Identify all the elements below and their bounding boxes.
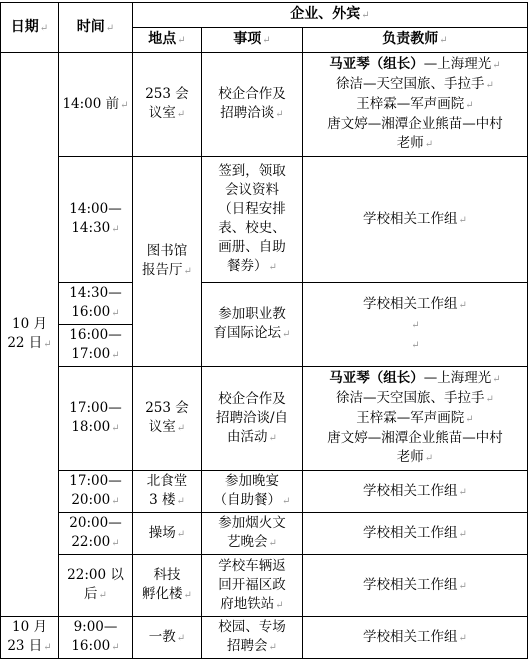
time-cell: 14:00— 14:30↵ <box>59 157 133 283</box>
teacher-cell: 学校相关工作组↵ <box>303 555 528 617</box>
matter-cell: 校企合作及 招聘洽谈/自 由活动↵ <box>202 367 303 471</box>
header-location: 地点↵ <box>133 28 202 53</box>
teacher-cell: 马亚琴（组长）—上海理光↵ 徐洁—天空国旅、手拉手↵ 王梓霖—军声画院↵ 唐文婷—湘潭企业熊苗—中村 老师↵ <box>303 53 528 157</box>
table-row <box>1 471 528 513</box>
table-row <box>1 283 528 325</box>
matter-cell: 学校车辆返 回开福区政 府地铁站↵ <box>202 555 303 617</box>
location-cell: 操场↵ <box>133 513 202 555</box>
header-teacher: 负责教师↵ <box>303 28 528 53</box>
teacher-cell: 学校相关工作组↵ <box>303 513 528 555</box>
schedule-table <box>0 2 528 659</box>
location-cell: 科技 孵化楼↵ <box>133 555 202 617</box>
time-cell: 17:00— 18:00↵ <box>59 367 133 471</box>
table-row <box>1 157 528 283</box>
matter-cell: 签到，领取 会议资料 （日程安排 表、校史、 画册、自助 餐券）↵ <box>202 157 303 283</box>
teacher-cell: 学校相关工作组↵ <box>303 617 528 659</box>
header-group: 企业、外宾↵ <box>133 3 528 28</box>
location-cell: 253 会 议室↵ <box>133 367 202 471</box>
time-cell: 17:00— 20:00↵ <box>59 471 133 513</box>
matter-cell: 校企合作及 招聘洽谈↵ <box>202 53 303 157</box>
date-cell-oct23: 10 月 23 日↵ <box>1 617 59 659</box>
teacher-cell: 学校相关工作组↵ <box>303 157 528 283</box>
time-cell: 14:30— 16:00↵ <box>59 283 133 325</box>
teacher-cell: 马亚琴（组长）—上海理光↵ 徐洁—天空国旅、手拉手↵ 王梓霖—军声画院↵ 唐文婷—湘潭企业熊苗—中村 老师↵ <box>303 367 528 471</box>
time-cell: 9:00— 16:00↵ <box>59 617 133 659</box>
header-time: 时间↵ <box>59 3 133 53</box>
location-cell: 图书馆 报告厅↵ <box>133 157 202 367</box>
time-cell: 14:00 前↵ <box>59 53 133 157</box>
location-cell: 北食堂 3 楼↵ <box>133 471 202 513</box>
matter-cell: 参加职业教 育国际论坛↵ <box>202 283 303 367</box>
matter-cell: 参加晚宴 （自助餐）↵ <box>202 471 303 513</box>
table-row <box>1 555 528 617</box>
teacher-cell: 学校相关工作组↵ <box>303 471 528 513</box>
matter-cell: 校园、专场 招聘会↵ <box>202 617 303 659</box>
header-row-1 <box>1 3 528 28</box>
time-cell: 20:00— 22:00↵ <box>59 513 133 555</box>
table-row <box>1 367 528 471</box>
matter-cell: 参加烟火文 艺晚会↵ <box>202 513 303 555</box>
table-row <box>1 617 528 659</box>
date-cell-oct22: 10 月 22 日↵ <box>1 53 59 617</box>
table-row <box>1 513 528 555</box>
time-cell: 22:00 以 后↵ <box>59 555 133 617</box>
time-cell: 16:00— 17:00↵ <box>59 325 133 367</box>
header-matter: 事项↵ <box>202 28 303 53</box>
location-cell: 253 会 议室↵ <box>133 53 202 157</box>
teacher-cell: 学校相关工作组↵ ↵ ↵ <box>303 283 528 367</box>
header-date: 日期↵ <box>1 3 59 53</box>
location-cell: 一教↵ <box>133 617 202 659</box>
table-row <box>1 53 528 157</box>
